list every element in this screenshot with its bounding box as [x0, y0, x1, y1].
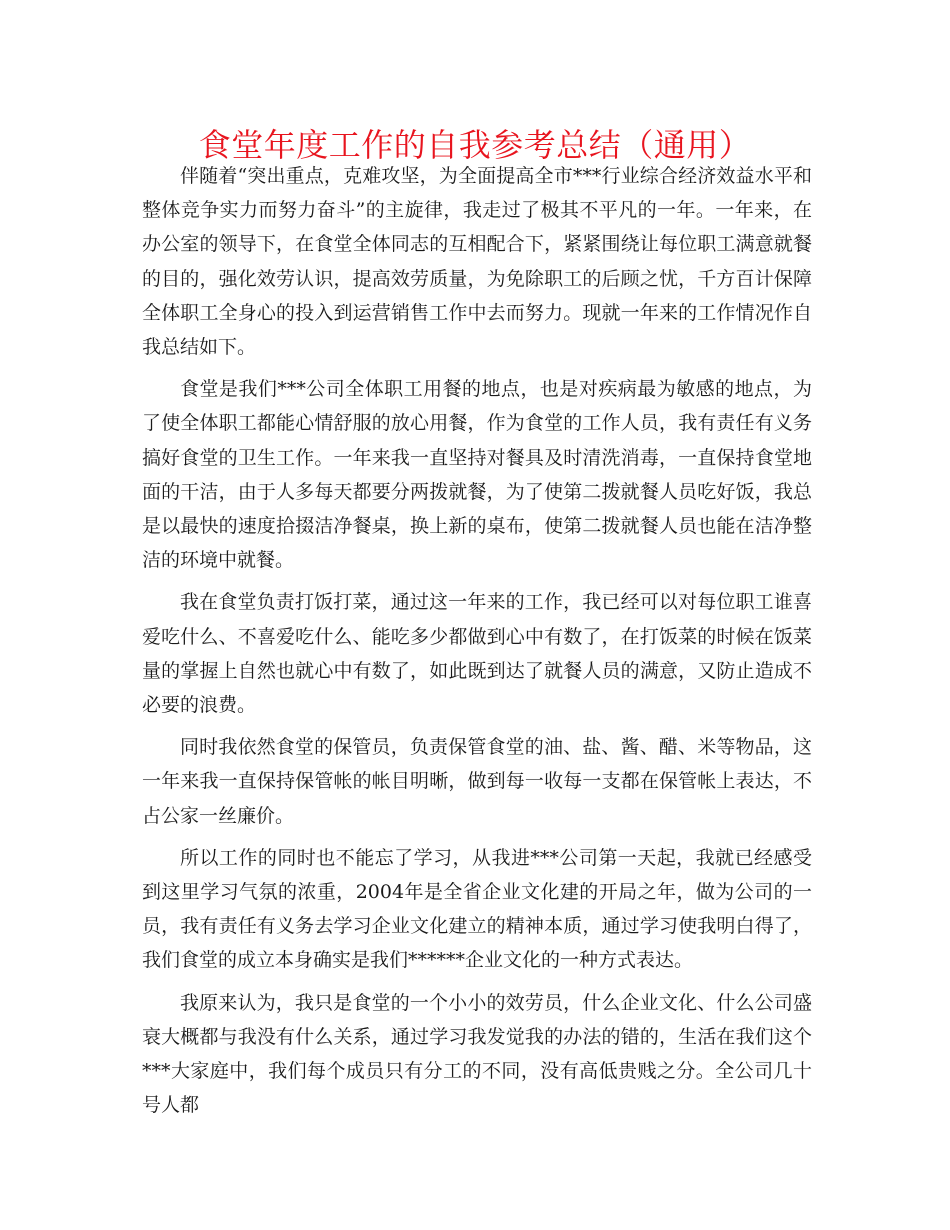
document-title: 食堂年度工作的自我参考总结（通用） — [198, 126, 752, 164]
paragraph-3: 我在食堂负责打饭打菜，通过这一年来的工作，我已经可以对每位职工谁喜爱吃什么、不喜爱吃什么、能吃多少都做到心中有数了，在打饭菜的时候在饭菜量的掌握上自然也就心中有数了，如此既到达了就餐人员的满意，又防止造成不必要的浪费。 — [142, 591, 812, 717]
paragraph-1: 伴随着“突出重点，克难攻坚，为全面提高全市***行业综合经济效益水平和整体竞争实力而努力奋斗”的主旋律，我走过了极其不平凡的一年。一年来，在办公室的领导下，在食堂全体同志的互相配合下，紧紧围绕让每位职工满意就餐的目的，强化效劳认识，提高效劳质量，为免除职工的后顾之忧，千方百计保障全体职工全身心的投入到运营销售工作中去而努力。现就一年来的工作情况作自我总结如下。 — [142, 165, 812, 359]
paragraph-5: 所以工作的同时也不能忘了学习，从我进***公司第一天起，我就已经感受到这里学习气氛的浓重，2004年是全省企业文化建的开局之年，做为公司的一员，我有责任有义务去学习企业文化建立的精神本质，通过学习使我明白得了，我们食堂的成立本身确实是我们******企业文化的一种方式表达。 — [142, 846, 812, 972]
document-body — [142, 159, 812, 1130]
paragraph-2: 食堂是我们***公司全体职工用餐的地点，也是对疾病最为敏感的地点，为了使全体职工都能心情舒服的放心用餐，作为食堂的工作人员，我有责任有义务搞好食堂的卫生工作。一年来我一直坚持对餐具及时清洗消毒，一直保持食堂地面的干洁，由于人多每天都要分两拨就餐，为了使第二拨就餐人员吃好饭，我总是以最快的速度拾掇洁净餐桌，换上新的桌布，使第二拨就餐人员也能在洁净整洁的环境中就餐。 — [142, 378, 812, 572]
paragraph-6: 我原来认为，我只是食堂的一个小小的效劳员，什么企业文化、什么公司盛衰大概都与我没有什么关系，通过学习我发觉我的办法的错的，生活在我们这个***大家庭中，我们每个成员只有分工的不同，没有高低贵贱之分。全公司几十号人都 — [142, 991, 812, 1117]
paragraph-4: 同时我依然食堂的保管员，负责保管食堂的油、盐、酱、醋、米等物品，这一年来我一直保持保管帐的帐目明晰，做到每一收每一支都在保管帐上表达，不占公家一丝廉价。 — [142, 736, 812, 827]
